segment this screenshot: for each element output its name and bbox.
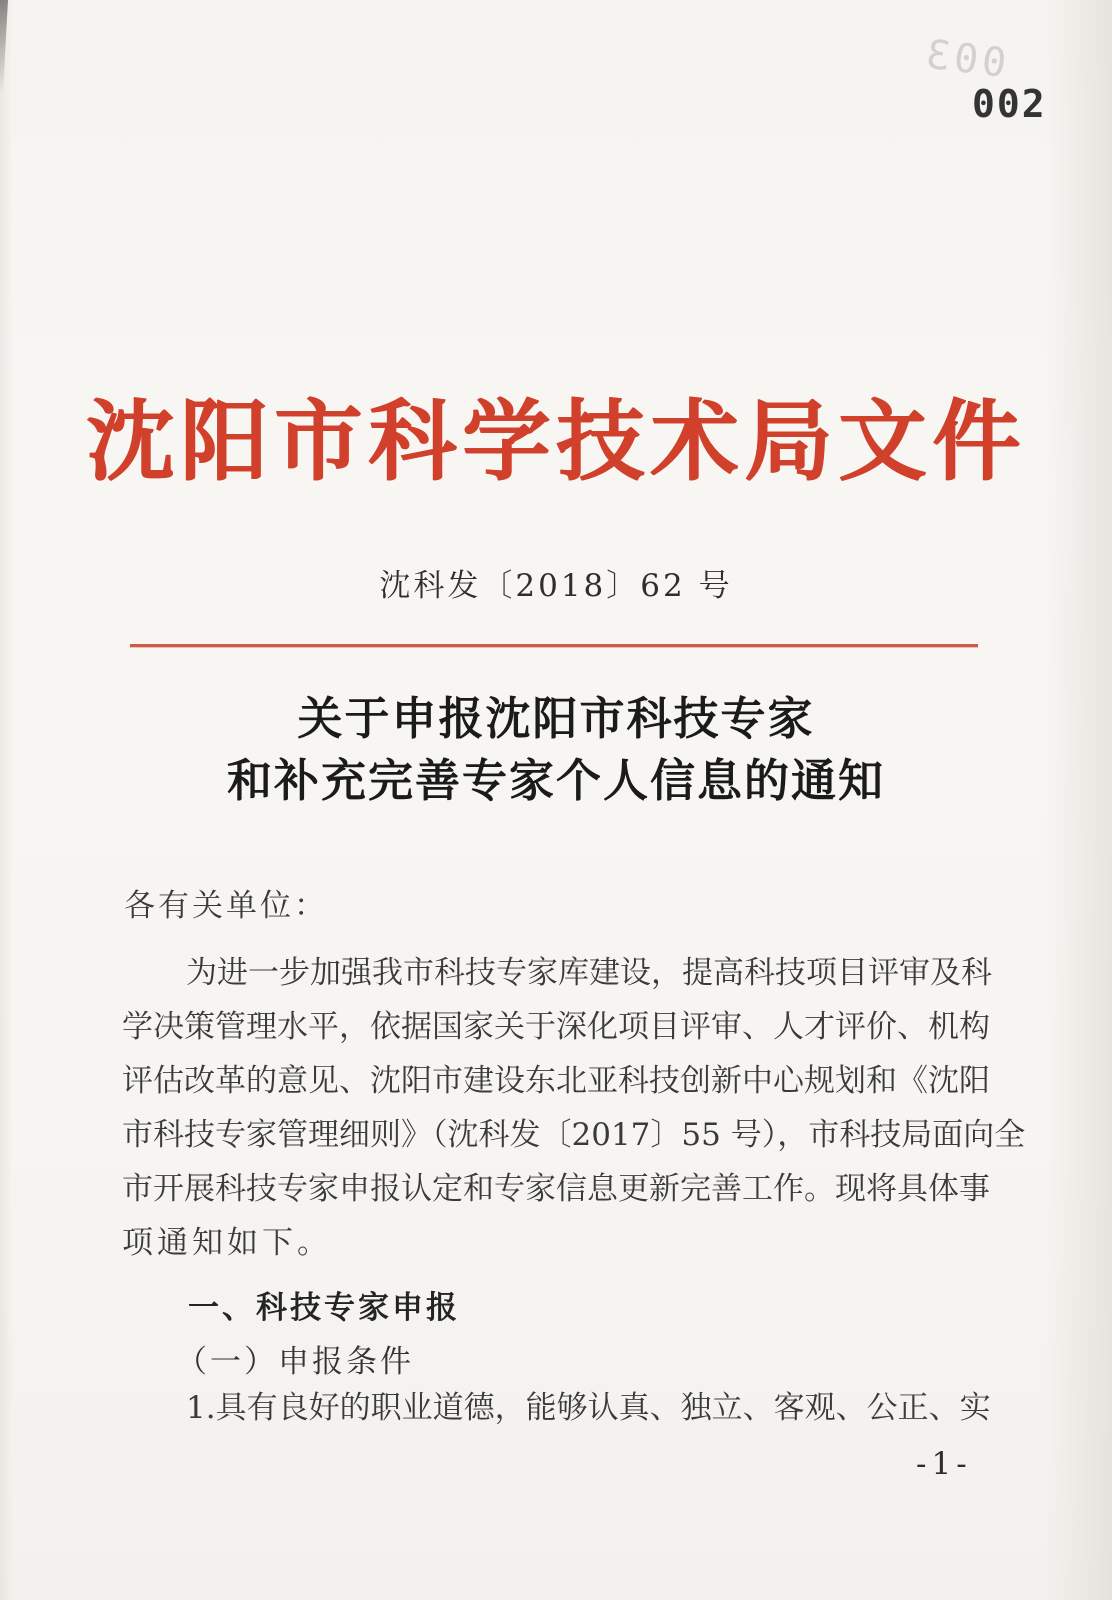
scan-edge-artifact <box>0 0 8 110</box>
paragraph-line: 市开展科技专家申报认定和专家信息更新完善工作。现将具体事 <box>122 1171 990 1207</box>
document-title-line2: 和补充完善专家个人信息的通知 <box>226 754 885 807</box>
paragraph-line: 项通知如下。 <box>122 1225 332 1261</box>
red-divider-rule <box>130 644 978 647</box>
paragraph-line: 为进一步加强我市科技专家库建设，提高科技项目评审及科 <box>186 955 992 991</box>
document-title-line1: 关于申报沈阳市科技专家 <box>297 692 815 745</box>
paragraph-line: 评估改革的意见、沈阳市建设东北亚科技创新中心规划和《沈阳 <box>122 1063 990 1099</box>
document-title <box>0 688 1112 812</box>
bleed-through-page-number: 003 <box>919 31 1009 87</box>
intro-paragraph <box>122 946 1026 1270</box>
sub-heading-1-1: （一）申报条件 <box>176 1344 414 1380</box>
paragraph-line: 学决策管理水平，依据国家关于深化项目评审、人才评价、机构 <box>122 1009 990 1045</box>
footer-page-number: -1- <box>916 1446 972 1482</box>
section-heading-1: 一、科技专家申报 <box>188 1290 460 1326</box>
page-stamp-number: 002 <box>972 82 1047 126</box>
list-item-1: 1.具有良好的职业道德，能够认真、独立、客观、公正、实 <box>186 1390 991 1426</box>
document-reference-number: 沈科发〔2018〕62 号 <box>379 568 733 604</box>
salutation: 各有关单位： <box>124 888 328 924</box>
paragraph-line: 市科技专家管理细则》（沈科发〔2017〕55 号），市科技局面向全 <box>122 1117 1026 1153</box>
agency-banner-title: 沈阳市科学技术局文件 <box>85 389 1026 493</box>
